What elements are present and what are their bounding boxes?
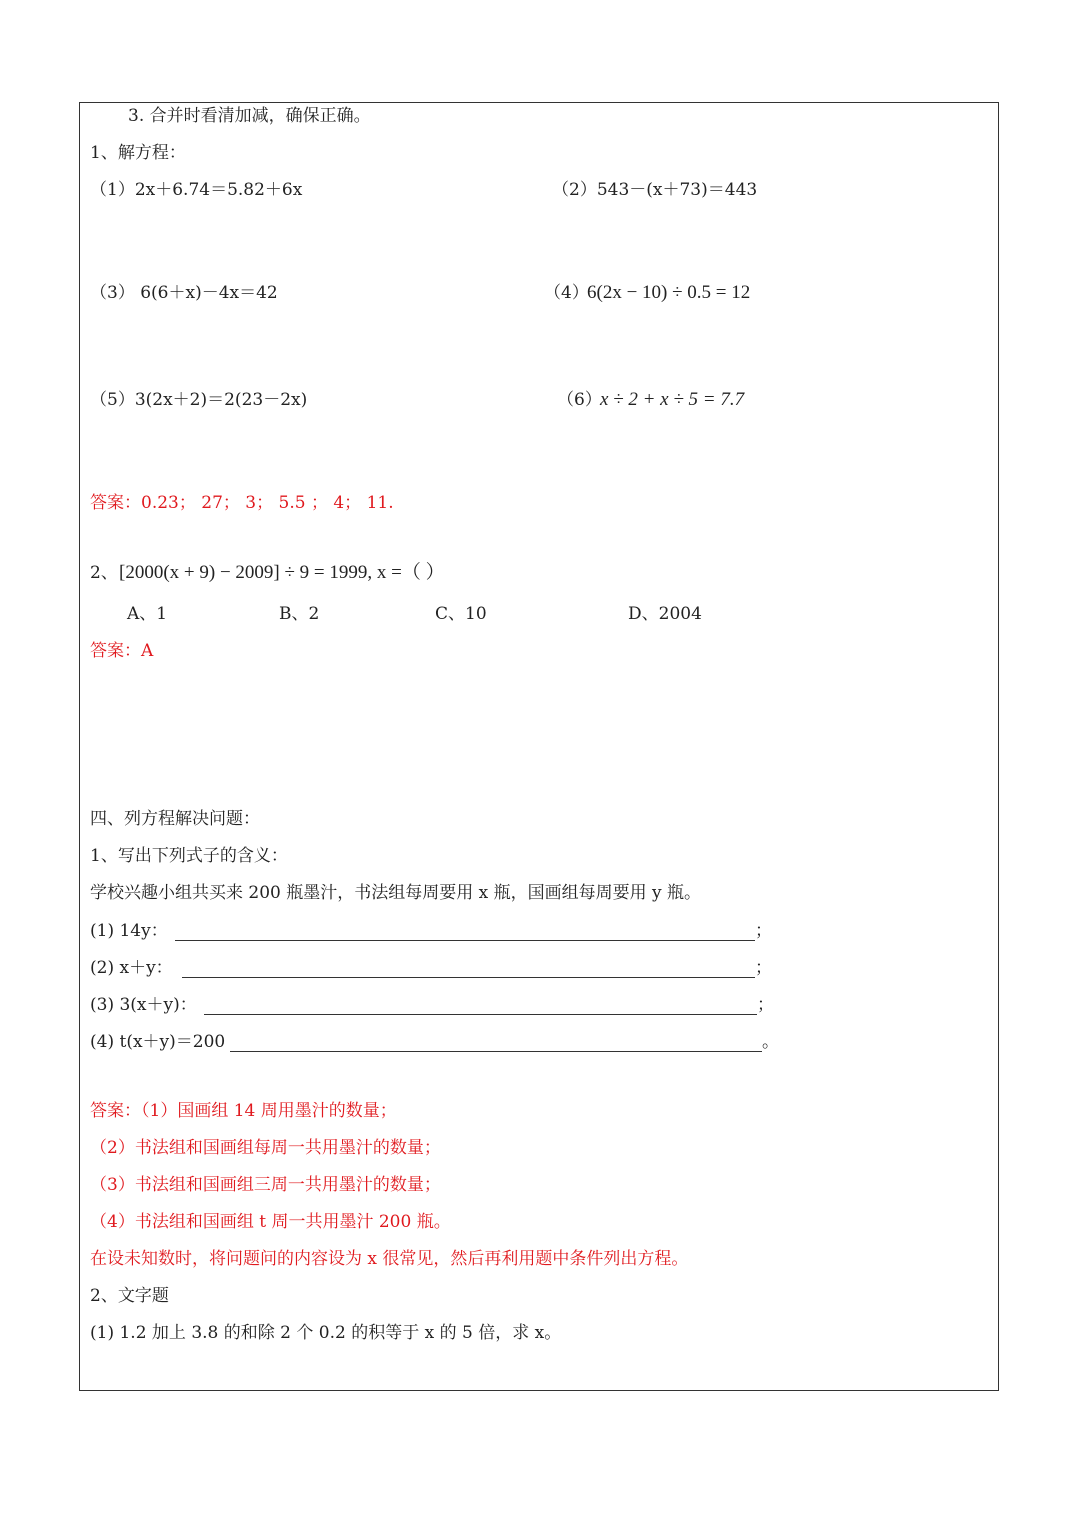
item-1-label: (1) 14y：: [90, 921, 168, 941]
equation-2: （2）543－(x＋73)＝443: [552, 180, 758, 200]
answer-line-2: （2）书法组和国画组每周一共用墨汁的数量；: [90, 1138, 441, 1158]
part-4-q1-heading: 1、写出下列式子的含义：: [90, 846, 288, 866]
item-4-end: 。: [762, 1032, 779, 1052]
equation-5: （5）3(2x＋2)＝2(23－2x): [90, 390, 308, 410]
item-1-end: ；: [755, 921, 772, 941]
option-d: D、2004: [628, 604, 702, 624]
section-1-answer: 答案：0.23； 27； 3； 5.5 ； 4； 11.: [90, 493, 394, 513]
item-1-blank[interactable]: [175, 940, 755, 941]
part-4-q2-item-1: (1) 1.2 加上 3.8 的和除 2 个 0.2 的积等于 x 的 5 倍，求 x。: [90, 1323, 562, 1343]
equation-6-label: （6）: [557, 390, 602, 410]
equation-6: x ÷ 2 + x ÷ 5 = 7.7: [600, 389, 745, 410]
answer-line-3: （3）书法组和国画组三周一共用墨汁的数量；: [90, 1175, 441, 1195]
equation-4-label: （4）: [544, 283, 589, 303]
option-b: B、2: [279, 604, 320, 624]
answer-line-1: 答案：（1）国画组 14 周用墨汁的数量；: [90, 1101, 397, 1121]
equation-4: 6(2x − 10) ÷ 0.5 = 12: [587, 282, 751, 303]
option-a: A、1: [127, 604, 168, 624]
item-3-end: ；: [757, 995, 774, 1015]
section-1-heading: 1、解方程：: [90, 143, 186, 163]
item-3-label: (3) 3(x＋y)：: [90, 995, 197, 1015]
note-3: 3. 合并时看清加减，确保正确。: [128, 106, 371, 126]
part-4-q2-heading: 2、文字题: [90, 1286, 169, 1306]
part-4-q1-text: 学校兴趣小组共买来 200 瓶墨汁，书法组每周要用 x 瓶，国画组每周要用 y 瓶。: [90, 883, 702, 903]
question-2: [2000(x + 9) − 2009] ÷ 9 = 1999, x =（ ）: [119, 562, 445, 583]
question-2-label: 2、: [90, 563, 118, 583]
item-4-label: (4) t(x＋y)＝200: [90, 1032, 226, 1052]
item-3-blank[interactable]: [204, 1014, 757, 1015]
equation-1: （1）2x＋6.74＝5.82＋6x: [90, 180, 303, 200]
item-2-label: (2) x＋y：: [90, 958, 173, 978]
item-2-blank[interactable]: [182, 977, 755, 978]
answer-note: 在设未知数时，将问题问的内容设为 x 很常见，然后再利用题中条件列出方程。: [90, 1249, 689, 1269]
question-2-answer: 答案：A: [90, 641, 154, 661]
item-2-end: ；: [755, 958, 772, 978]
part-4-heading: 四、列方程解决问题：: [90, 809, 260, 829]
option-c: C、10: [435, 604, 487, 624]
answer-line-4: （4）书法组和国画组 t 周一共用墨汁 200 瓶。: [90, 1212, 451, 1232]
item-4-blank[interactable]: [230, 1051, 762, 1052]
equation-3: （3） 6(6＋x)－4x＝42: [90, 283, 278, 303]
